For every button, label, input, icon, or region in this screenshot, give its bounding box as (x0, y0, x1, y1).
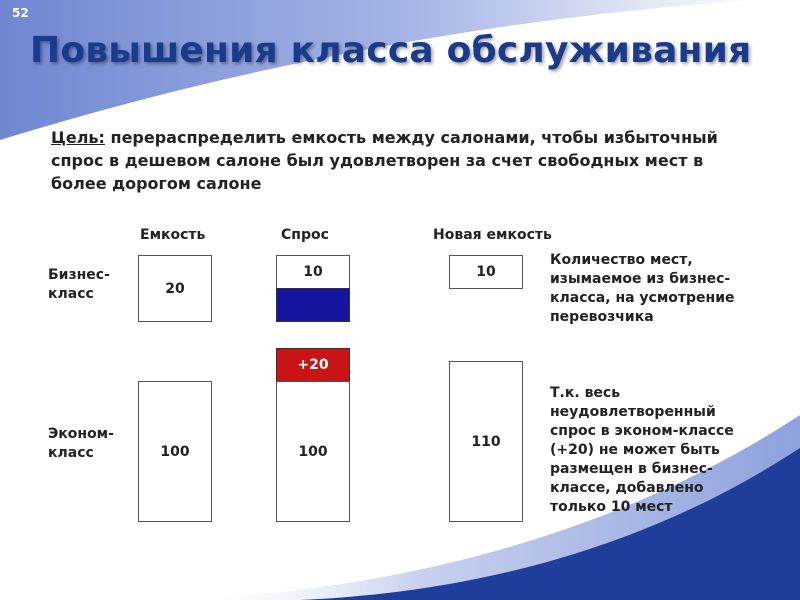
business-removed-seats-block (276, 288, 350, 322)
economy-demand-box (276, 381, 350, 522)
business-new-capacity-value: 10 (476, 264, 496, 280)
economy-capacity-box (138, 381, 212, 522)
economy-excess-demand-block (276, 348, 350, 382)
goal-label: Цель: (51, 128, 105, 147)
column-header-new-capacity: Новая емкость (433, 227, 552, 243)
goal-statement (51, 126, 741, 195)
column-header-demand: Спрос (281, 227, 329, 243)
row-label-economy-text: Эконом- класс (48, 426, 114, 461)
row-label-economy (48, 425, 114, 463)
business-new-capacity-box (449, 255, 523, 289)
column-header-capacity: Емкость (140, 227, 206, 243)
economy-new-capacity-box (449, 361, 523, 522)
goal-text: перераспределить емкость между салонами, чтобы избыточный спрос в дешевом салоне был удовлетворен за счет свободных мест в более дорогом салоне (51, 128, 718, 193)
business-demand-value: 10 (303, 264, 323, 280)
business-capacity-box (138, 255, 212, 322)
economy-capacity-value: 100 (160, 443, 190, 460)
economy-excess-demand-value: +20 (297, 357, 329, 373)
business-demand-box (276, 255, 350, 289)
business-capacity-value: 20 (165, 280, 185, 297)
slide-number: 52 (12, 6, 29, 20)
row-label-business-text: Бизнес- класс (48, 267, 110, 302)
economy-note: Т.к. весь неудовлетворенный спрос в эконом-классе (+20) не может быть размещен в бизнес-классе, добавлено только 10 мест (550, 385, 734, 515)
economy-demand-value: 100 (298, 443, 328, 460)
economy-new-capacity-value: 110 (471, 433, 501, 450)
row-label-business (48, 266, 110, 304)
business-note: Количество мест, изымаемое из бизнес-класса, на усмотрение перевозчика (550, 252, 735, 325)
slide-title: Повышения класса обслуживания (30, 30, 752, 71)
